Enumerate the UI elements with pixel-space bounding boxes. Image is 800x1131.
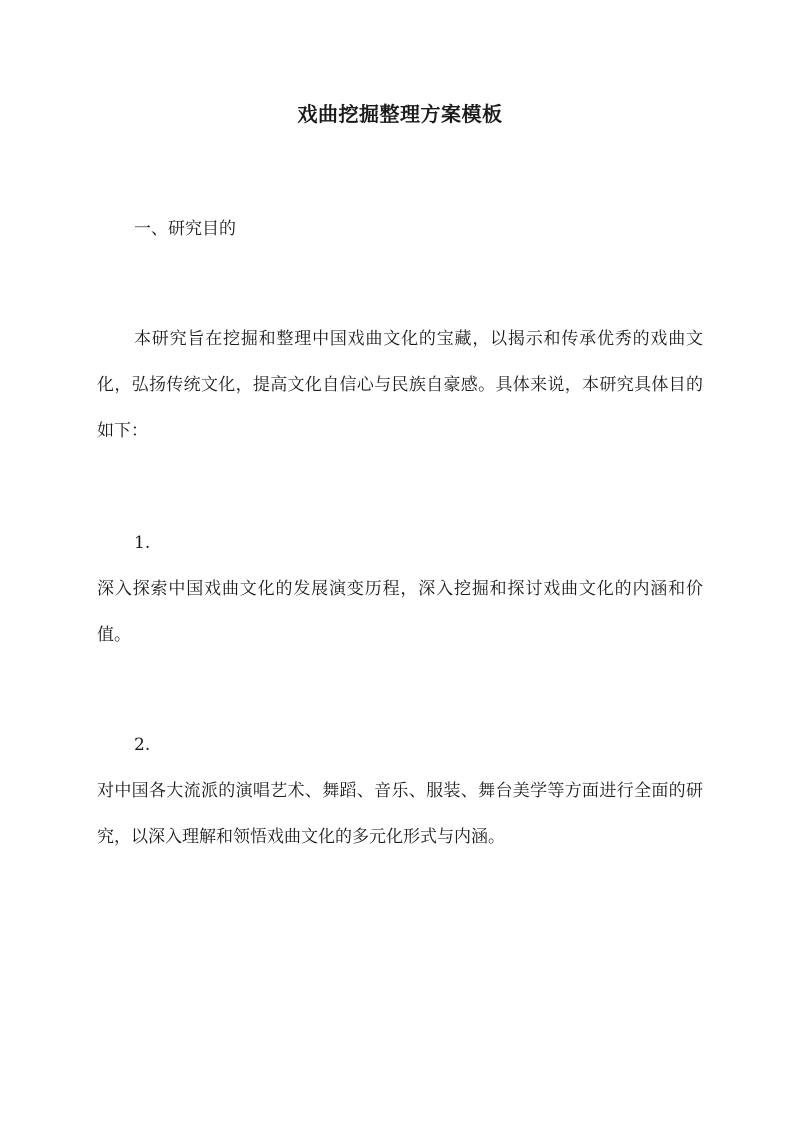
list-item-number: 2. (134, 735, 151, 755)
list-item-text: 深入探索中国戏曲文化的发展演变历程，深入挖掘和探讨戏曲文化的内涵和价值。 (97, 579, 703, 645)
document-title: 戏曲挖掘整理方案模板 (297, 102, 503, 126)
list-item-text: 对中国各大流派的演唱艺术、舞蹈、音乐、服装、舞台美学等方面进行全面的研究，以深入理解和领悟戏曲文化的多元化形式与内涵。 (97, 781, 703, 847)
section-intro-paragraph: 本研究旨在挖掘和整理中国戏曲文化的宝藏，以揭示和传承优秀的戏曲文化，弘扬传统文化，提高文化自信心与民族自豪感。具体来说，本研究具体目的如下： (97, 329, 703, 441)
section-heading: 一、研究目的 (134, 219, 236, 239)
list-item-number: 1. (134, 533, 151, 553)
